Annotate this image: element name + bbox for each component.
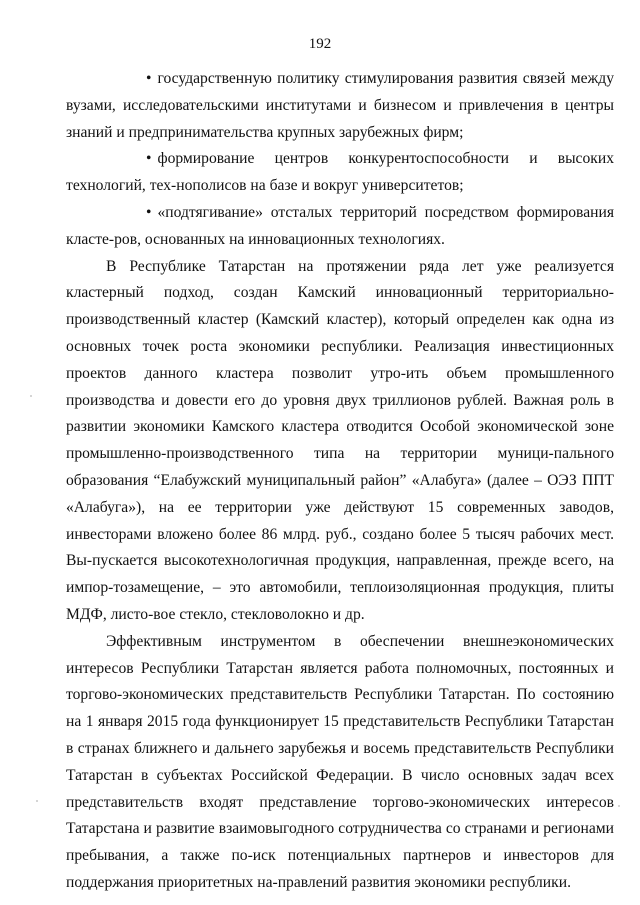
scan-speck: [618, 805, 620, 807]
scan-speck: [36, 800, 38, 802]
bullet-marker: •: [146, 150, 152, 168]
bullet-item-1: [66, 66, 614, 146]
bullet-item-3: [66, 200, 614, 254]
document-body: [66, 66, 614, 897]
paragraph-kama-cluster: В Республике Татарстан на протяжении ряда лет уже реализуется кластерный подход, создан Камский инновационный территориально-производственный кластер (Камский кластер), который определен как одна из основных точек роста экономики республики. Реализация инвестиционных проектов данного кластера позволит утро-ить объем промышленного производства и довести его до уровня двух триллионов рублей. Важная роль в развитии экономики Камского кластера отводится Особой экономической зоне промышленно-производственного типа на территории муници-пального образования “Елабужский муниципальный район” «Алабуга» (далее – ОЭЗ ППТ «Алабуга»), на ее территории уже действуют 15 современных заводов, инвесторами вложено более 86 млрд. руб., создано более 5 тысяч рабочих мест. Вы-пускается высокотехнологичная продукция, направленная, прежде всего, на импор-тозамещение, – это автомобили, теплоизоляционная продукция, плиты МДФ, листо-вое стекло, стекловолокно и др.: [66, 257, 614, 623]
bullet-marker: •: [146, 70, 152, 87]
bullet-text: «подтягивание» отсталых территорий посредством формирования класте-ров, основанных на инновационных технологиях.: [66, 203, 614, 248]
bullet-item-2: [66, 146, 614, 200]
bullet-text: государственную политику стимулирования развития связей между вузами, исследовательскими институтами и бизнесом и привлечения в центры знаний и предпринимательства крупных зарубежных фирм;: [66, 70, 614, 141]
scan-speck: [30, 395, 32, 397]
paragraph-representations: Эффективным инструментом в обеспечении внешнеэкономических интересов Республики Татарстан является работа полномочных, постоянных и торгово-экономических представительств Республики Татарстан. По состоянию на 1 января 2015 года функционирует 15 представительств Республики Татарстан в странах ближнего и дальнего зарубежья и восемь представительств Республики Татарстан в субъектах Российской Федерации. В число основных задач всех представительств входят представление торгово-экономических интересов Татарстана и развитие взаимовыгодного сотрудничества со странами и регионами пребывания, а также по-иск потенциальных партнеров и инвесторов для поддержания приоритетных на-правлений развития экономики республики.: [66, 632, 614, 891]
bullet-marker: •: [146, 203, 152, 221]
page-number: 192: [308, 36, 332, 52]
bullet-text: формирование центров конкурентоспособности и высоких технологий, тех-нополисов на базе и вокруг университетов;: [66, 150, 614, 195]
